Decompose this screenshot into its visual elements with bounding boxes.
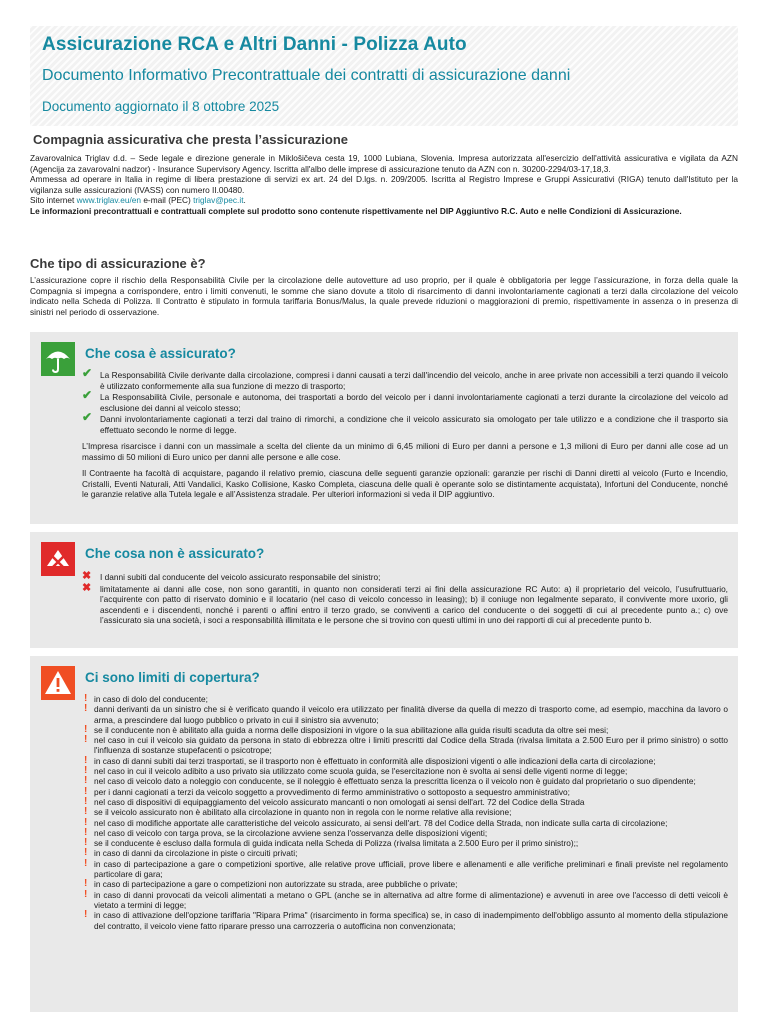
limits-title: Ci sono limiti di copertura? <box>85 670 260 685</box>
cross-icon: ✖ <box>82 581 92 594</box>
exclamation-icon: ! <box>84 775 88 787</box>
company-paragraph-1: Zavarovalnica Triglav d.d. – Sede legale e direzione generale in Miklošičeva cesta 19, 1000 Lubiana, Slovenia. Impresa autorizzata all'esercizio dell'attività assicurativa e vigilata da AZN (Agencija za zavarovalni nadzor) - Insurance Supervisory Agency. Iscritta all'albo delle imprese di assicurazione tenuto da AZN con n. 30200-2294/03-17,18,3. <box>30 153 738 174</box>
type-body: L’assicurazione copre il rischio della Responsabilità Civile per la circolazione delle autovetture ad uso proprio, per il quale è obbligatoria per legge l’assicurazione, in forza della quale la Compagnia si impegna a corrispondere, entro i limiti convenuti, le somme che siano dovute a titolo di risarcimento di danni involontariamente cagionati a terzi dalla circolazione del veicolo indicato nella Scheda di Polizza. Il Contratto è stipulato in formula tariffaria Bonus/Malus, la quale prevede riduzioni o maggiorazioni di premio, rispettivamente in assenza o in presenza di sinistri nel periodo di osservazione. <box>30 275 738 317</box>
list-item: ! in caso di partecipazione a gare o competizioni sportive, alle relative prove ufficiali, prove libere e allenamenti e alle verifiche preliminari e finali previste nel regolamento particolare di gara; <box>84 857 728 880</box>
exclamation-icon: ! <box>84 878 88 890</box>
list-item: ✖ I danni subiti dal conducente del veicolo assicurato responsabile del sinistro; <box>82 570 381 582</box>
type-heading: Che tipo di assicurazione è? <box>30 256 206 271</box>
covered-paragraph-2: Il Contraente ha facoltà di acquistare, pagando il relativo premio, ciascuna delle seguenti garanzie opzionali: garanzie per rischi di Danni diretti al veicolo (Furto e Incendio, Cristalli, Eventi Naturali, Atti Vandalici, Kasko Collisione, Kasko Completa, ciascuna delle quali è operante solo se distintamente acquistata), Infortuni del Conducente, nonché le garanzie relative alla Tutela legale e all’Assistenza stradale. Per ulteriori informazioni si veda il DIP aggiuntivo. <box>82 468 728 499</box>
not-covered-list <box>82 572 728 626</box>
limits-box <box>30 656 738 1012</box>
list-item: ! se il veicolo assicurato non è abilitato alla circolazione in quanto non in regola con le norme relative alla revisione; <box>84 806 512 818</box>
list-item: ! nel caso di veicolo con targa prova, se la circolazione avviene senza l'osservanza delle disposizioni vigenti; <box>84 826 488 838</box>
check-icon: ✔ <box>82 410 93 424</box>
document-subtitle: Documento Informativo Precontrattuale dei contratti di assicurazione danni <box>42 67 571 84</box>
email-link[interactable]: triglav@pec.it <box>193 195 244 205</box>
list-item: ! in caso di attivazione dell'opzione tariffaria "Ripara Prima" (risarcimento in forma specifica) se, in caso di inadempimento dell'obbligo assunto al momento della stipulazione del contratto, il veicolo viene fatto riparare presso una carrozzeria o autofficina non convenzionata; <box>84 909 728 931</box>
exclamation-icon: ! <box>84 795 88 807</box>
exclamation-icon: ! <box>84 785 88 797</box>
list-item: ✔ La Responsabilità Civile derivante dalla circolazione, compresi i danni causati a terzi dall'incendio del veicolo, anche in aree private non accessibili a terzi quando il veicolo è utilizzato conformemente alla sua funzione di mezzo di trasporto; <box>82 366 728 391</box>
document-date: Documento aggiornato il 8 ottobre 2025 <box>42 99 280 114</box>
exclamation-icon: ! <box>84 909 88 921</box>
exclamation-icon: ! <box>84 765 88 777</box>
list-item: ✔ La Responsabilità Civile, personale e autonoma, dei trasportati a bordo del veicolo per i danni involontariamente cagionati a terzi durante la circolazione del veicolo ad esclusione dei danni al veicolo stesso; <box>82 388 728 413</box>
covered-list <box>82 366 728 435</box>
check-icon: ✔ <box>82 388 93 402</box>
limits-body <box>82 694 728 931</box>
no-umbrella-icon <box>41 542 75 576</box>
check-icon: ✔ <box>82 366 93 380</box>
list-item: ! nel caso in cui il veicolo sia guidato da persona in stato di ebbrezza oltre i limiti prescritti dal Codice della Strada (rivalsa limitata a 2.500 Euro per il primo sinistro) o sotto l'influenza di sostanze stupefacenti o psicotrope; <box>84 734 728 756</box>
covered-paragraph-1: L’Impresa risarcisce i danni con un massimale a scelta del cliente da un minimo di 6,45 milioni di Euro per danni a persone e 1,3 milioni di Euro per danni alle cose ad un massimo di 50 milioni di Euro unico per danni alle persone e alle cose. <box>82 441 728 462</box>
exclamation-icon: ! <box>84 734 88 746</box>
not-covered-box <box>30 532 738 648</box>
company-heading: Compagnia assicurativa che presta l’assicurazione <box>33 132 349 147</box>
exclamation-icon: ! <box>84 837 88 849</box>
exclamation-icon: ! <box>84 693 88 704</box>
exclamation-icon: ! <box>84 806 88 818</box>
list-item: ! nel caso di dispositivi di equipaggiamento del veicolo assicurato mancanti o non omologati ai sensi dell'art. 72 del Codice della Strada <box>84 795 585 807</box>
list-item: ! in caso di danni provocati da veicoli alimentati a metano o GPL (anche se in alternativa ad altre forme di alimentazione) e avvenuti in aree ove l'accesso di detti veicoli è vietato a termini di legge; <box>84 888 728 910</box>
exclamation-icon: ! <box>84 703 88 715</box>
list-item: ! in caso di danni da circolazione in piste o circuiti privati; <box>84 847 298 859</box>
exclamation-icon: ! <box>84 826 88 838</box>
company-section <box>30 132 738 216</box>
list-item: ! in caso di partecipazione a gare o competizioni non autorizzate su strada, aree pubbliche o private; <box>84 878 458 890</box>
company-bold-note: Le informazioni precontrattuali e contrattuali complete sul prodotto sono contenute rispettivamente nel DIP Aggiuntivo R.C. Auto e nelle Condizioni di Assicurazione. <box>30 205 682 216</box>
exclamation-icon: ! <box>84 754 88 766</box>
covered-box <box>30 332 738 524</box>
type-section <box>30 256 738 317</box>
list-item: ✔ Danni involontariamente cagionati a terzi dal traino di rimorchi, a condizione che il veicolo assicurato sia omologato per tale utilizzo e a condizione che il trasporto sia effettuato secondo le norme di legge. <box>82 410 728 435</box>
not-covered-body <box>82 572 728 627</box>
cross-icon: ✖ <box>82 570 92 582</box>
list-item: ! nel caso di veicolo dato a noleggio con conducente, se il noleggio è effettuato senza la prescritta licenza o il veicolo non è guidato dal proprietario o suo dipendente; <box>84 775 696 787</box>
list-item: ! in caso di dolo del conducente; <box>84 693 208 704</box>
list-item: ! nel caso in cui il veicolo adibito a uso privato sia utilizzato come scuola guida, se l'esercitazione non è svolta ai sensi delle vigenti norme di legge; <box>84 765 628 777</box>
not-covered-title: Che cosa non è assicurato? <box>85 546 265 561</box>
exclamation-icon: ! <box>84 888 88 900</box>
site-label: Sito internet <box>30 195 75 205</box>
document-title: Assicurazione RCA e Altri Danni - Polizza Auto <box>42 34 467 55</box>
exclamation-icon: ! <box>84 723 88 735</box>
list-item: ✖ limitatamente ai danni alle cose, non sono garantiti, in quanto non considerati terzi ai fini della assicurazione RC Auto: a) il proprietario del veicolo, l’usufruttuario, l’acquirente con patto di riservato dominio e il locatario (nel caso di veicolo concesso in leasing); b) il coniuge non legalmente separato, il convivente more uxorio, gli ascendenti e i discendenti, nonché i parenti o affini entro il terzo grado, se conviventi a carico del conducente o dei soggetti di cui al precedente punto a.; c) ove l’assicurato sia una società, i soci a responsabilità illimitata e le persone che si trovino con questi ultimi in uno dei rapporti di cui al precedente punto b. <box>82 581 728 625</box>
covered-title: Che cosa è assicurato? <box>85 346 236 361</box>
list-item: ! se il conducente non è abilitato alla guida a norma delle disposizioni in vigore o la sua abilitazione alla guida risulti scaduta da oltre sei mesi; <box>84 723 609 735</box>
exclamation-icon: ! <box>84 847 88 859</box>
umbrella-icon <box>41 342 75 376</box>
limits-list <box>82 694 728 931</box>
document-header <box>30 26 738 126</box>
warning-icon <box>41 666 75 700</box>
list-item: ! nel caso di modifiche apportate alle caratteristiche del veicolo assicurato, ai sensi dell'art. 78 del Codice della Strada, non indicate sulla carta di circolazione; <box>84 816 668 828</box>
covered-body <box>82 366 728 500</box>
company-contacts <box>30 195 738 206</box>
email-suffix: . <box>243 195 246 205</box>
exclamation-icon: ! <box>84 816 88 828</box>
list-item: ! per i danni cagionati a terzi da veicolo soggetto a provvedimento di fermo amministrativo o sottoposto a sequestro amministrativo; <box>84 785 570 797</box>
exclamation-icon: ! <box>84 857 88 869</box>
list-item: ! in caso di danni subiti dai terzi trasportati, se il trasporto non è effettuato in conformità alle disposizioni vigenti o alle indicazioni della carta di circolazione; <box>84 754 656 766</box>
list-item: ! danni derivanti da un sinistro che si è verificato quando il veicolo era utilizzato per finalità diverse da quella di mezzo di trasporto come, ad esempio, macchina da lavoro o arma, a prescindere dal luogo pubblico o privato in cui il sinistro sia avvenuto; <box>84 703 728 725</box>
list-item: ! se il conducente è escluso dalla formula di guida indicata nella Scheda di Polizza (rivalsa limitata a 2.500 Euro per il primo sinistro);; <box>84 837 579 849</box>
site-link[interactable]: www.triglav.eu/en <box>76 195 141 205</box>
email-label: e-mail (PEC) <box>143 195 191 205</box>
company-paragraph-2: Ammessa ad operare in Italia in regime di libera prestazione di servizi ex art. 24 del D.lgs. n. 209/2005. Iscritta al Registro Imprese e Gruppi Assicurativi (RIGA) tenuto dall'Istituto per la vigilanza sulle assicurazioni (IVASS) con numero II.00480. <box>30 174 738 195</box>
